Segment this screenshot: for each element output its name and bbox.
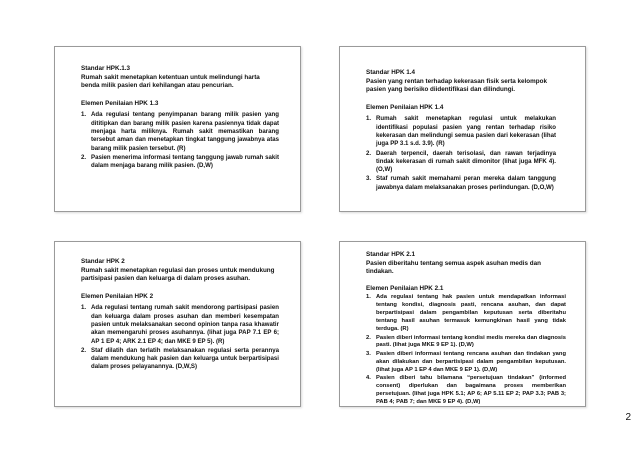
ep-item [81, 153, 279, 171]
ep-item-number: 2. [81, 153, 87, 161]
slide-hpk-1-3 [54, 46, 301, 212]
ep-item [366, 175, 556, 192]
ep-item [366, 149, 556, 175]
ep-item-number: 4. [366, 375, 371, 382]
standard-text: Pasien yang rentan terhadap kekerasan fisik serta kelompok pasien yang berisiko diidentifikasi dan dilindungi. [366, 77, 547, 94]
ep-item-text: Pasien diberi informasi tentang kondisi medis mereka dan diagnosis pasti. (lihat juga MKE 9 EP 1). (D,W) [376, 334, 566, 349]
ep-item-text: Pasien menerima informasi tentang tanggung jawab rumah sakit dalam menjaga barang milik pasien. (D,W) [91, 153, 279, 170]
ep-title: Elemen Penilaian HPK 2 [81, 292, 154, 300]
ep-item-number: 3. [366, 175, 372, 183]
ep-item [366, 115, 556, 148]
ep-title: Elemen Penilaian HPK 1.4 [366, 103, 444, 111]
ep-item-number: 2. [366, 334, 371, 341]
ep-item-number: 1. [366, 294, 371, 301]
ep-item-number: 2. [81, 346, 87, 354]
ep-title: Elemen Penilaian HPK 1.3 [81, 99, 159, 107]
slide-hpk-2 [54, 241, 301, 407]
ep-list [366, 294, 566, 406]
standard-text: Rumah sakit menetapkan regulasi dan proses untuk mendukung partisipasi pasien dan keluarga di dalam proses asuhan. [81, 266, 275, 283]
standard-text: Rumah sakit menetapkan ketentuan untuk melindungi harta benda milik pasien dari kehilangan atau pencurian. [81, 73, 260, 90]
standard-title: Standar HPK 2.1 [366, 251, 415, 258]
ep-title: Elemen Penilaian HPK 2.1 [366, 284, 444, 292]
standard-title: Standar HPK 1.4 [366, 69, 415, 76]
ep-item-number: 3. [366, 350, 371, 357]
ep-item-text: Ada regulasi tentang penyimpanan barang milik pasien yang dititipkan dan barang milik pasien karena pasiennya tidak dapat menjaga harta miliknya. Rumah sakit memastikan barang tersebut aman dan menetapkan tingkat tanggung jawabnya atas barang milik pasien tersebut. (R) [91, 111, 279, 152]
standard-title: Standar HPK.1.3 [81, 65, 130, 72]
ep-item-number: 1. [81, 304, 87, 312]
ep-item-text: Staf rumah sakit memahami peran mereka dalam tanggung jawabnya dalam melaksanakan proses perlindungan. (D,O,W) [376, 175, 556, 191]
slide-hpk-1-4 [339, 46, 586, 212]
ep-item [81, 346, 279, 372]
ep-item [366, 334, 566, 351]
page-number: 2 [625, 412, 631, 423]
ep-item [366, 375, 566, 407]
ep-item-number: 2. [366, 149, 372, 157]
ep-list [366, 115, 556, 192]
ep-item-number: 1. [81, 111, 87, 119]
standard-text: Pasien diberitahu tentang semua aspek asuhan medis dan tindakan. [366, 259, 541, 276]
ep-item-text: Daerah terpencil, daerah terisolasi, dan rawan terjadinya tindak kekerasan di rumah sakit dimonitor (lihat juga MFK 4). (O,W) [376, 149, 556, 174]
ep-item-text: Staf dilatih dan terlatih melaksanakan regulasi serta perannya dalam mendukung hak pasien dan keluarga untuk berpartisipasi dalam proses pelayanannya. (D,W,S) [91, 346, 279, 371]
ep-item [81, 304, 279, 345]
ep-item [366, 350, 566, 375]
ep-item [366, 294, 566, 334]
ep-item-text: Ada regulasi tentang hak pasien untuk mendapatkan informasi tentang kondisi, diagnosis pasti, rencana asuhan, dan dapat berpartisipasi dalam pengambilan keputusan serta diberitahu tentang hasil asuhan termasuk kemungkinan hasil yang tidak terduga. (R) [376, 294, 566, 332]
ep-item-text: Pasien diberi informasi tentang rencana asuhan dan tindakan yang akan dilakukan dan berpartisipasi dalam pengambilan keputusan. (lihat juga AP 1 EP 4 dan MKE 9 EP 1). (D,W) [376, 350, 566, 373]
ep-item-text: Ada regulasi tentang rumah sakit mendorong partisipasi pasien dan keluarga dalam proses asuhan dan memberi kesempatan pasien untuk melaksanakan second opinion tanpa rasa khawatir akan memengaruhi proses asuhannya. (lihat juga PAP 7.1 EP 6; AP 1 EP 4; ARK 2.1 EP 4; dan MKE 9 EP 5). (R) [91, 304, 279, 345]
ep-item-number: 1. [366, 115, 372, 123]
ep-item [81, 111, 279, 152]
ep-item-text: Rumah sakit menetapkan regulasi untuk melakukan identifikasi populasi pasien yang rentan terhadap risiko kekerasan dan melindungi semua pasien dari kekerasan (lihat juga PP 3.1 s.d. 3.9). (R) [376, 115, 556, 148]
ep-item-text: Pasien diberi tahu bilamana “persetujuan tindakan” (informed consent) diperlukan dan bagaimana proses memberikan persetujuan. (lihat juga HPK 5.1; AP 6; AP 5.11 EP 2; PAP 3.3; PAB 3; PAB 4; PAB 7; dan MKE 9 EP 4). (D,W) [376, 375, 566, 405]
ep-list [81, 304, 279, 371]
standard-title: Standar HPK 2 [81, 258, 125, 265]
ep-list [81, 111, 279, 170]
slide-hpk-2-1 [339, 241, 586, 407]
